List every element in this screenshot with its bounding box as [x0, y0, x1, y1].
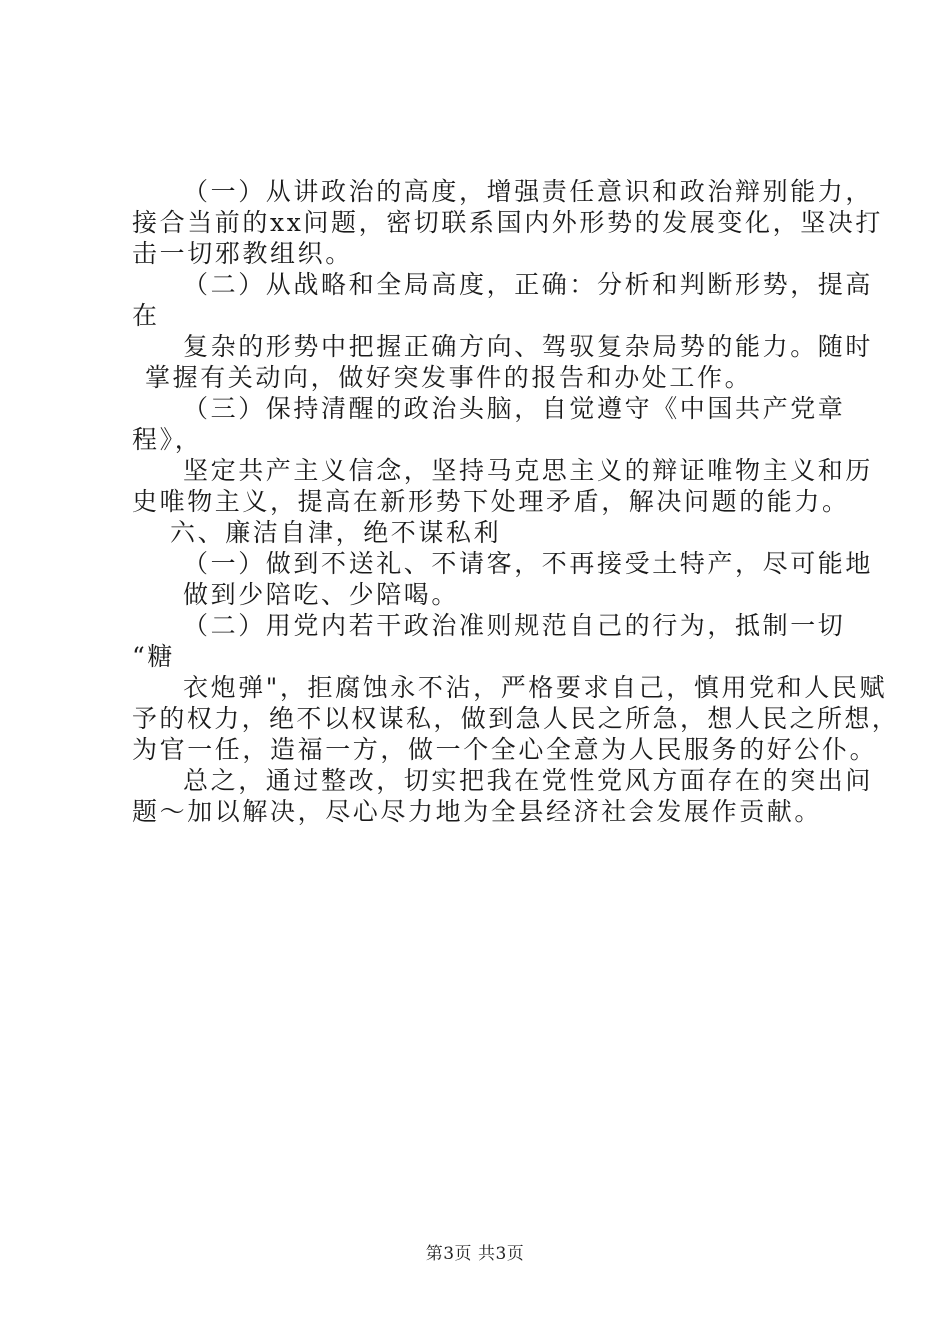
- text-line-8: （三）保持清醒的政治头脑，自觉遵守《中国共产党章: [183, 394, 846, 423]
- text-line-20: 总之，通过整改，切实把我在党性党风方面存在的突出问: [183, 766, 874, 795]
- text-line-2: 接合当前的xx问题，密切联系国内外形势的发展变化，坚决打: [132, 208, 884, 237]
- text-line-11: 史唯物主义，提高在新形势下处理矛盾，解决问题的能力。: [132, 487, 850, 516]
- text-line-7: 掌握有关动向，做好突发事件的报告和办处工作。: [145, 363, 753, 392]
- text-line-19: 为官一任，造福一方，做一个全心全意为人民服务的好公仆。: [132, 735, 878, 764]
- text-line-15: （二）用党内若干政治准则规范自己的行为，抵制一切: [183, 611, 846, 640]
- text-line-16: “糖: [132, 642, 175, 671]
- text-line-3: 击一切邪教组织。: [132, 239, 353, 268]
- text-line-1: （一）从讲政治的高度，增强责任意识和政治辩别能力，: [183, 177, 874, 206]
- text-line-5: 在: [132, 301, 160, 330]
- text-line-9: 程》，: [132, 425, 203, 454]
- text-line-14: 做到少陪吃、少陪喝。: [183, 580, 460, 609]
- text-line-13: （一）做到不送礼、不请客，不再接受土特产，尽可能地: [183, 549, 874, 578]
- text-line-6: 复杂的形势中把握正确方向、驾驭复杂局势的能力。随时: [183, 332, 874, 361]
- text-line-21: 题～加以解决，尽心尽力地为全县经济社会发展作贡献。: [132, 797, 823, 826]
- text-line-4: （二）从战略和全局高度，正确：分析和判断形势，提高: [183, 270, 874, 299]
- text-line-10: 坚定共产主义信念，坚持马克思主义的辩证唯物主义和历: [183, 456, 874, 485]
- section-heading: 六、廉洁自津，绝不谋私利: [170, 518, 502, 547]
- text-line-18: 予的权力，绝不以权谋私，做到急人民之所急，想人民之所想，: [132, 704, 900, 733]
- page-number-footer: 第3页 共3页: [425, 1244, 525, 1264]
- text-line-17: 衣炮弹"，拒腐蚀永不沾，严格要求自己，慎用党和人民赋: [183, 673, 888, 702]
